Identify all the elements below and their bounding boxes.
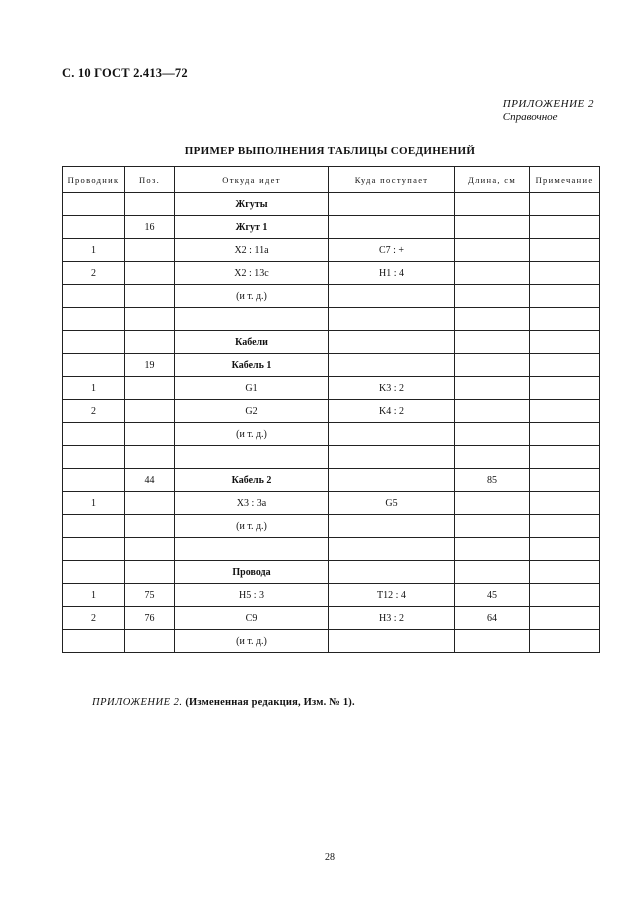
table-cell-length [455, 446, 530, 469]
table-row [63, 354, 600, 377]
page-header: С. 10 ГОСТ 2.413—72 [62, 66, 188, 80]
table-cell-to [329, 469, 455, 492]
table-cell-from: X2 : 11a [175, 239, 329, 262]
table-cell-to [329, 354, 455, 377]
table-cell-conductor [63, 308, 125, 331]
table-cell-position [125, 331, 175, 354]
table-cell-to [329, 561, 455, 584]
table-cell-note [530, 239, 600, 262]
table-cell-conductor [63, 538, 125, 561]
table-cell-length [455, 630, 530, 653]
table-cell-length [455, 515, 530, 538]
table-cell-length [455, 538, 530, 561]
table-cell-position [125, 630, 175, 653]
table-cell-note [530, 308, 600, 331]
table-row [63, 193, 600, 216]
table-cell-note [530, 446, 600, 469]
table-row [63, 216, 600, 239]
table-cell-from: Провода [175, 561, 329, 584]
table-cell-note [530, 193, 600, 216]
table-cell-note [530, 492, 600, 515]
table-cell-position [125, 515, 175, 538]
table-cell-conductor: 1 [63, 492, 125, 515]
table-cell-note [530, 584, 600, 607]
footnote-label: ПРИЛОЖЕНИЕ 2. [92, 697, 183, 708]
column-header-length: Длина, см [455, 167, 530, 193]
table-row [63, 331, 600, 354]
table-cell-length [455, 377, 530, 400]
table-cell-conductor [63, 469, 125, 492]
table-cell-note [530, 538, 600, 561]
table-cell-position [125, 561, 175, 584]
table-cell-position [125, 492, 175, 515]
table-cell-to [329, 216, 455, 239]
table-cell-position [125, 262, 175, 285]
table-cell-to [329, 515, 455, 538]
table-cell-conductor [63, 331, 125, 354]
table-row [63, 584, 600, 607]
table-cell-length [455, 216, 530, 239]
appendix-subtitle: Справочное [502, 111, 558, 123]
table-cell-length [455, 354, 530, 377]
table-title: ПРИМЕР ВЫПОЛНЕНИЯ ТАБЛИЦЫ СОЕДИНЕНИЙ [184, 145, 476, 157]
table-cell-note [530, 469, 600, 492]
column-header-note: Примечание [530, 167, 600, 193]
column-header-position: Поз. [125, 167, 175, 193]
page-number: 28 [325, 852, 335, 863]
table-cell-to [329, 308, 455, 331]
table-row [63, 262, 600, 285]
table-cell-note [530, 561, 600, 584]
table-cell-length [455, 331, 530, 354]
table-row [63, 538, 600, 561]
table-cell-from: H5 : 3 [175, 584, 329, 607]
table-cell-note [530, 423, 600, 446]
table-row [63, 492, 600, 515]
table-cell-conductor [63, 446, 125, 469]
table-row [63, 377, 600, 400]
table-cell-length [455, 262, 530, 285]
table-cell-from: Жгут 1 [175, 216, 329, 239]
table-cell-from: Кабели [175, 331, 329, 354]
table-cell-conductor [63, 423, 125, 446]
table-cell-position: 19 [125, 354, 175, 377]
table-cell-conductor [63, 354, 125, 377]
table-cell-conductor: 1 [63, 584, 125, 607]
table-cell-conductor: 1 [63, 239, 125, 262]
table-cell-to: T12 : 4 [329, 584, 455, 607]
table-cell-position: 76 [125, 607, 175, 630]
table-cell-from [175, 308, 329, 331]
table-body [63, 193, 600, 653]
table-cell-note [530, 377, 600, 400]
appendix-block [503, 98, 594, 124]
table-cell-from: Кабель 1 [175, 354, 329, 377]
table-cell-conductor [63, 515, 125, 538]
table-cell-conductor [63, 193, 125, 216]
table-row [63, 239, 600, 262]
table-cell-to [329, 630, 455, 653]
table-cell-from: (и т. д.) [175, 630, 329, 653]
table-cell-length [455, 423, 530, 446]
table-cell-from: (и т. д.) [175, 423, 329, 446]
table-cell-length: 64 [455, 607, 530, 630]
appendix-label: ПРИЛОЖЕНИЕ 2 [502, 98, 594, 110]
table-cell-from: Кабель 2 [175, 469, 329, 492]
table-cell-position [125, 423, 175, 446]
table-cell-position [125, 239, 175, 262]
table-cell-to: G5 [329, 492, 455, 515]
connections-table [62, 166, 600, 653]
table-row [63, 446, 600, 469]
table-cell-position [125, 400, 175, 423]
table-cell-position [125, 285, 175, 308]
table-cell-length: 85 [455, 469, 530, 492]
table-cell-conductor: 1 [63, 377, 125, 400]
table-cell-conductor: 2 [63, 607, 125, 630]
table-cell-from: (и т. д.) [175, 285, 329, 308]
table-cell-position: 16 [125, 216, 175, 239]
table-cell-note [530, 216, 600, 239]
table-cell-length [455, 239, 530, 262]
table-cell-to: C7 : + [329, 239, 455, 262]
table-cell-length [455, 400, 530, 423]
table-row [63, 285, 600, 308]
table-cell-note [530, 331, 600, 354]
table-cell-conductor [63, 630, 125, 653]
table-cell-to [329, 446, 455, 469]
table-cell-to: K4 : 2 [329, 400, 455, 423]
table-cell-from: X2 : 13c [175, 262, 329, 285]
table-cell-to: H1 : 4 [329, 262, 455, 285]
table-cell-from: C9 [175, 607, 329, 630]
table-cell-length [455, 193, 530, 216]
table-cell-from: G2 [175, 400, 329, 423]
table-cell-position [125, 308, 175, 331]
table-cell-position [125, 446, 175, 469]
footnote-text: (Измененная редакция, Изм. № 1). [185, 697, 355, 708]
table-cell-to [329, 538, 455, 561]
table-cell-to [329, 193, 455, 216]
table-cell-position: 75 [125, 584, 175, 607]
table-cell-from: Жгуты [175, 193, 329, 216]
table-cell-position [125, 538, 175, 561]
table-cell-to [329, 331, 455, 354]
table-cell-note [530, 400, 600, 423]
table-cell-to [329, 423, 455, 446]
table-cell-conductor: 2 [63, 400, 125, 423]
table-cell-from: X3 : 3a [175, 492, 329, 515]
table-cell-position: 44 [125, 469, 175, 492]
table-cell-note [530, 285, 600, 308]
table-cell-length: 45 [455, 584, 530, 607]
table-cell-length [455, 308, 530, 331]
table-cell-conductor [63, 561, 125, 584]
table-cell-to: H3 : 2 [329, 607, 455, 630]
table-cell-length [455, 561, 530, 584]
table-cell-note [530, 515, 600, 538]
table-cell-note [530, 607, 600, 630]
table-cell-length [455, 285, 530, 308]
table-cell-from: G1 [175, 377, 329, 400]
column-header-to: Куда поступает [329, 167, 455, 193]
table-row [63, 423, 600, 446]
table-cell-from: (и т. д.) [175, 515, 329, 538]
column-header-from: Откуда идет [175, 167, 329, 193]
table-cell-from [175, 538, 329, 561]
table-header-row [63, 167, 600, 193]
table-cell-note [530, 262, 600, 285]
footnote [92, 697, 355, 708]
table-cell-position [125, 377, 175, 400]
table-row [63, 515, 600, 538]
table-cell-conductor [63, 216, 125, 239]
table-row [63, 630, 600, 653]
table-cell-position [125, 193, 175, 216]
table-row [63, 400, 600, 423]
table-cell-conductor: 2 [63, 262, 125, 285]
column-header-conductor: Проводник [63, 167, 125, 193]
table-cell-conductor [63, 285, 125, 308]
table-cell-length [455, 492, 530, 515]
table-cell-to: K3 : 2 [329, 377, 455, 400]
table-cell-note [530, 354, 600, 377]
table-row [63, 308, 600, 331]
table-row [63, 607, 600, 630]
table-cell-to [329, 285, 455, 308]
table-cell-note [530, 630, 600, 653]
table-row [63, 469, 600, 492]
table-cell-from [175, 446, 329, 469]
table-row [63, 561, 600, 584]
